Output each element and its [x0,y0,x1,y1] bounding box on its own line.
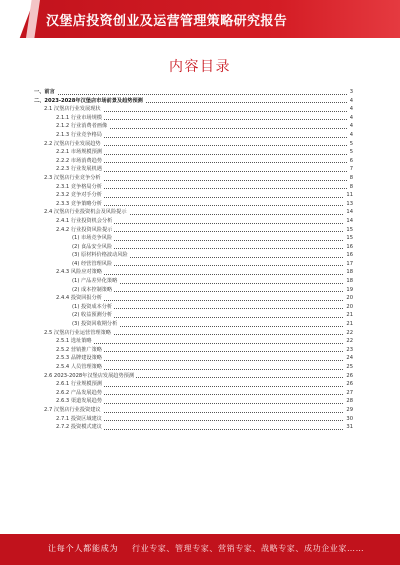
toc-entry[interactable] [34,88,353,97]
footer-slogan-left: 让每个人都能成为 [48,544,119,553]
toc-entry-title: 2.6.3 渠道发展趋势 [56,398,102,405]
toc-entry[interactable] [34,140,353,149]
toc-leader-dots [72,291,353,292]
toc-entry[interactable] [34,389,353,398]
toc-entry-title: 2.1.3 行业竞争格局 [56,131,102,138]
toc-entry[interactable] [34,337,353,346]
toc-leader-dots [72,308,353,309]
toc-entry[interactable] [34,286,353,295]
toc-entry-title: 2.4.4 投资回报分析 [56,295,102,302]
toc-entry[interactable] [34,105,353,114]
toc-entry-page: 16 [346,252,353,259]
toc-entry-page: 5 [349,140,353,147]
toc-entry[interactable] [34,174,353,183]
toc-entry[interactable] [34,294,353,303]
toc-entry-page: 11 [346,192,353,199]
toc-entry-title: 一、前言 [34,89,55,95]
toc-entry-title: 2.4.2 行业投资风险提示 [56,226,113,233]
toc-entry[interactable] [34,397,353,406]
toc-entry-page: 8 [349,174,353,181]
toc-entry-page: 4 [349,97,353,104]
toc-entry-page: 6 [349,157,353,164]
toc-entry[interactable] [34,423,353,432]
toc-entry[interactable] [34,157,353,166]
footer-slogan-right: 行业专家、管理专家、营销专家、战略专家、成功企业家…… [132,544,365,553]
toc-entry[interactable] [34,191,353,200]
toc-entry-title: 2.7 汉堡店行业投资建议 [44,406,101,413]
toc-entry-title: 2.4.1 行业投资机会分析 [56,217,113,224]
toc-entry-title: 2.5.1 选址策略 [56,338,92,345]
toc-entry-page: 22 [346,329,353,336]
toc-entry-title: 2.6.1 行业规模预测 [56,381,102,388]
toc-entry-title: 2.5 汉堡店行业运营管理策略 [44,329,111,336]
toc-entry-page: 27 [346,389,353,396]
toc-entry-title: 2.6 2023-2028年汉堡店发展趋势预测 [44,372,135,379]
toc-entry-title: (2) 食品安全风险 [72,243,113,250]
toc-entry[interactable] [34,114,353,123]
toc-entry[interactable] [34,354,353,363]
toc-entry[interactable] [34,311,353,320]
report-title: 汉堡店投资创业及运营管理策略研究报告 [46,14,288,29]
toc-entry-title: 2.5.4 人员管理策略 [56,364,102,370]
toc-entry[interactable] [34,165,353,174]
toc-entry[interactable] [34,380,353,389]
toc-entry-page: 14 [346,209,353,216]
toc-entry-title: 2.1 汉堡店行业发展现状 [44,106,101,113]
toc-entry[interactable] [34,260,353,269]
toc-entry-title: 2.3 汉堡店行业竞争分析 [44,174,101,181]
page-footer [0,534,400,565]
toc-entry-title: 2.3.1 竞争格局分析 [56,183,102,190]
toc-leader-dots [72,265,353,266]
toc-entry-title: (1) 市场竞争风险 [72,235,113,242]
toc-entry[interactable] [34,97,353,106]
toc-entry[interactable] [34,226,353,235]
toc-entry-title: 2.1.2 行业消费者画像 [56,123,108,130]
toc-entry-page: 18 [346,278,353,285]
toc-entry[interactable] [34,363,353,372]
toc-entry-title: 二、2023-2028年汉堡店市场前景及趋势预测 [34,97,143,104]
toc-entry-title: 2.7.1 投资区域建议 [56,415,102,422]
toc-entry-title: (3) 投资回收期分析 [72,321,118,328]
toc-entry-page: 30 [346,415,353,422]
toc-entry-page: 19 [346,286,353,293]
toc-entry[interactable] [34,234,353,243]
toc-entry-title: 2.6.2 产品发展趋势 [56,389,102,396]
toc-entry-page: 24 [346,355,353,362]
toc-entry-title: 2.2.3 行业发展机遇 [56,166,102,173]
toc-entry-page: 23 [346,346,353,353]
toc-leader-dots [34,94,353,95]
toc-entry[interactable] [34,372,353,381]
toc-entry-title: 2.4 汉堡店行业投资机会及风险提示 [44,209,127,216]
toc-entry[interactable] [34,208,353,217]
toc-entry-page: 13 [346,200,353,207]
toc-entry-title: 2.5.3 品牌建设策略 [56,355,102,362]
toc-entry-page: 17 [346,260,353,267]
table-of-contents [34,88,353,432]
toc-entry-title: 2.3.3 竞争策略分析 [56,200,102,207]
toc-entry-page: 26 [346,372,353,379]
toc-entry[interactable] [34,406,353,415]
toc-entry-page: 31 [346,424,353,431]
toc-entry-page: 5 [349,149,353,156]
toc-entry-page: 3 [349,89,353,95]
toc-entry-page: 21 [346,312,353,319]
toc-entry-page: 4 [349,131,353,138]
toc-entry[interactable] [34,415,353,424]
toc-entry-title: 2.2.1 市场规模预测 [56,149,102,156]
toc-entry-title: (2) 收益预测分析 [72,312,113,319]
toc-entry-title: 2.2.2 市场消费趋势 [56,157,102,164]
toc-entry[interactable] [34,329,353,338]
toc-entry[interactable] [34,183,353,192]
toc-entry[interactable] [34,131,353,140]
toc-entry-page: 16 [346,243,353,250]
toc-entry-page: 8 [349,183,353,190]
toc-entry-page: 29 [346,406,353,413]
toc-entry[interactable] [34,268,353,277]
toc-entry-page: 15 [346,226,353,233]
toc-entry[interactable] [34,122,353,131]
toc-entry[interactable] [34,320,353,329]
toc-entry-page: 4 [349,123,353,130]
toc-entry[interactable] [34,346,353,355]
toc-entry-page: 26 [346,381,353,388]
toc-entry-title: 2.3.2 竞争对手分析 [56,192,102,199]
toc-leader-dots [72,317,353,318]
toc-entry-title: 2.4.3 风险应对策略 [56,269,102,276]
toc-leader-dots [72,248,353,249]
toc-entry-page: 14 [346,217,353,224]
report-header [0,0,400,38]
toc-leader-dots [56,343,353,344]
toc-entry[interactable] [34,243,353,252]
toc-leader-dots [72,240,353,241]
toc-entry-page: 20 [346,295,353,302]
toc-entry-page: 28 [346,398,353,405]
toc-entry-page: 4 [349,114,353,121]
toc-entry-page: 20 [346,303,353,310]
toc-entry[interactable] [34,200,353,209]
toc-entry[interactable] [34,217,353,226]
toc-entry-title: (1) 投资成本分析 [72,303,113,310]
toc-entry-page: 4 [349,106,353,113]
toc-entry-page: 15 [346,235,353,242]
toc-entry-page: 7 [349,166,353,173]
toc-entry-page: 18 [346,269,353,276]
toc-entry-page: 22 [346,338,353,345]
toc-entry-title: (3) 原材料价格波动风险 [72,252,128,259]
toc-entry-title: 2.7.2 投资模式建议 [56,424,102,431]
toc-entry-title: (2) 成本控制策略 [72,286,113,293]
toc-heading: 内容目录 [169,59,231,75]
toc-entry-page: 21 [346,321,353,328]
toc-entry-title: 2.2 汉堡店行业发展趋势 [44,140,101,147]
toc-entry[interactable] [34,251,353,260]
toc-entry[interactable] [34,148,353,157]
toc-entry-page: 25 [346,364,353,370]
toc-entry-title: 2.5.2 营销推广策略 [56,346,102,353]
toc-entry[interactable] [34,303,353,312]
toc-entry-title: (1) 产品差异化策略 [72,278,118,285]
toc-entry-title: 2.1.1 行业市场规模 [56,114,102,121]
toc-entry[interactable] [34,277,353,286]
toc-entry-title: (4) 经营管理风险 [72,260,113,267]
